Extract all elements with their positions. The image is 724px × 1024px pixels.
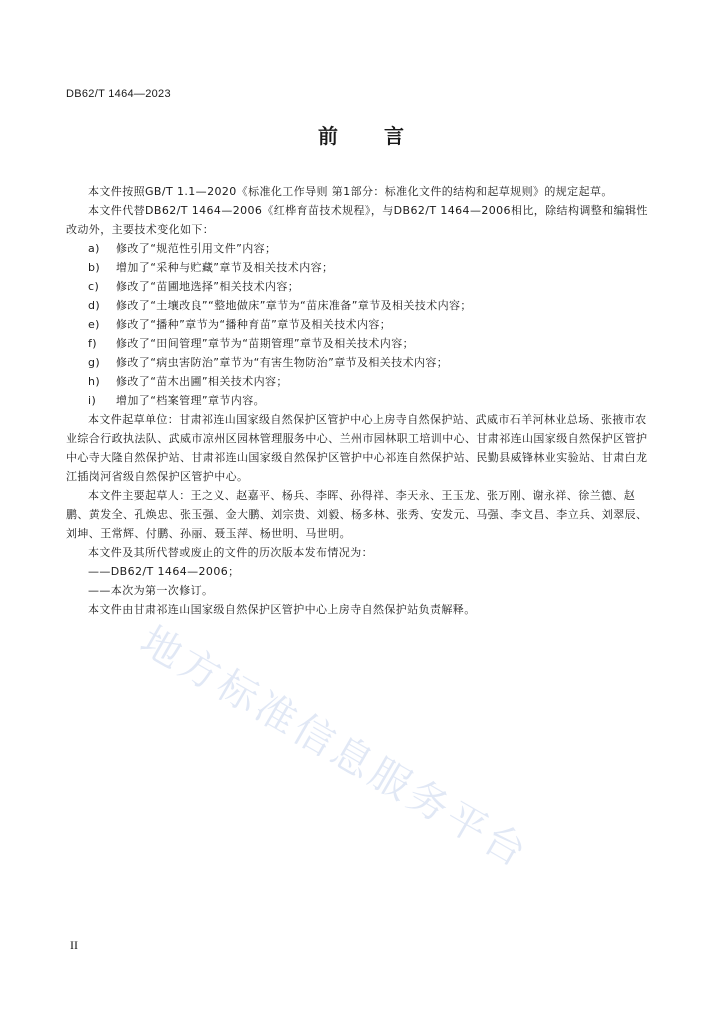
list-item-label: b) — [88, 261, 101, 274]
list-item-text: 修改了“苗木出圃”相关技术内容； — [116, 375, 288, 388]
list-item — [66, 334, 654, 353]
list-item — [66, 277, 654, 296]
history-item: ——DB62/T 1464—2006； — [88, 565, 240, 578]
list-item — [66, 258, 654, 277]
page-title: 前 言 — [318, 124, 406, 148]
changes-list — [66, 239, 654, 410]
list-item-label: e) — [88, 318, 100, 331]
list-item-text: 修改了“播种”章节为“播种育苗”章节及相关技术内容； — [116, 318, 392, 331]
list-item-text: 修改了“土壤改良”“整地做床”章节为“苗床准备”章节及相关技术内容； — [116, 299, 472, 312]
list-item-label: g) — [88, 356, 101, 369]
list-item — [66, 239, 654, 258]
list-item-text: 增加了“档案管理”章节内容。 — [116, 394, 265, 407]
list-item-text: 修改了“病虫害防治”章节为“有害生物防治”章节及相关技术内容； — [116, 356, 449, 369]
drafting-rule-paragraph: 本文件按照GB/T 1.1—2020《标准化工作导则 第1部分：标准化文件的结构和起草规则》的规定起草。 — [88, 185, 613, 198]
list-item-label: c) — [88, 280, 100, 293]
drafting-units-paragraph: 本文件起草单位：甘肃祁连山国家级自然保护区管护中心上房寺自然保护站、武威市石羊河林业总场、张掖市农业综合行政执法队、武威市凉州区园林管理服务中心、兰州市园林职工培训中心、甘肃祁连山国家级自然保护区管护中心寺大隆自然保护站、甘肃祁连山国家级自然保护区管护中心祁连自然保护站、民勤县威锋林业实验站、甘肃白龙江插岗河省级自然保护区管护中心。 — [66, 413, 648, 483]
list-item-text: 修改了“规范性引用文件”内容； — [116, 242, 277, 255]
watermark: 地方标准信息服务平台 — [132, 617, 537, 878]
list-item-text: 修改了“苗圃地选择”相关技术内容； — [116, 280, 300, 293]
list-item-label: d) — [88, 299, 101, 312]
list-item — [66, 353, 654, 372]
list-item — [66, 296, 654, 315]
document-code: DB62/T 1464—2023 — [66, 88, 171, 100]
list-item — [66, 315, 654, 334]
list-item-text: 增加了“采种与贮藏”章节及相关技术内容； — [116, 261, 334, 274]
list-item — [66, 372, 654, 391]
list-item-label: a) — [88, 242, 100, 255]
list-item — [66, 391, 654, 410]
history-item: ——本次为第一次修订。 — [88, 584, 214, 597]
replacement-paragraph: 本文件代替DB62/T 1464—2006《红桦育苗技术规程》，与DB62/T 1464—2006相比，除结构调整和编辑性改动外，主要技术变化如下： — [66, 204, 648, 236]
list-item-text: 修改了“田间管理”章节为“苗期管理”章节及相关技术内容； — [116, 337, 414, 350]
list-item-label: i) — [88, 394, 97, 407]
document-body — [66, 182, 654, 619]
list-item-label: h) — [88, 375, 101, 388]
history-intro-paragraph: 本文件及其所代替或废止的文件的历次版本发布情况为： — [88, 546, 373, 559]
list-item-label: f) — [88, 337, 97, 350]
interpretation-paragraph: 本文件由甘肃祁连山国家级自然保护区管护中心上房寺自然保护站负责解释。 — [88, 603, 476, 616]
drafters-paragraph: 本文件主要起草人：王之义、赵嘉平、杨兵、李晖、孙得祥、李天永、王玉龙、张万刚、谢永祥、徐兰德、赵鹏、黄发全、孔焕忠、张玉强、金大鹏、刘宗贵、刘毅、杨多林、张秀、安发元、马强、李文昌、李立兵、刘翠辰、刘坤、王常辉、付鹏、孙丽、聂玉萍、杨世明、马世明。 — [66, 489, 648, 540]
page-number: II — [70, 938, 78, 952]
